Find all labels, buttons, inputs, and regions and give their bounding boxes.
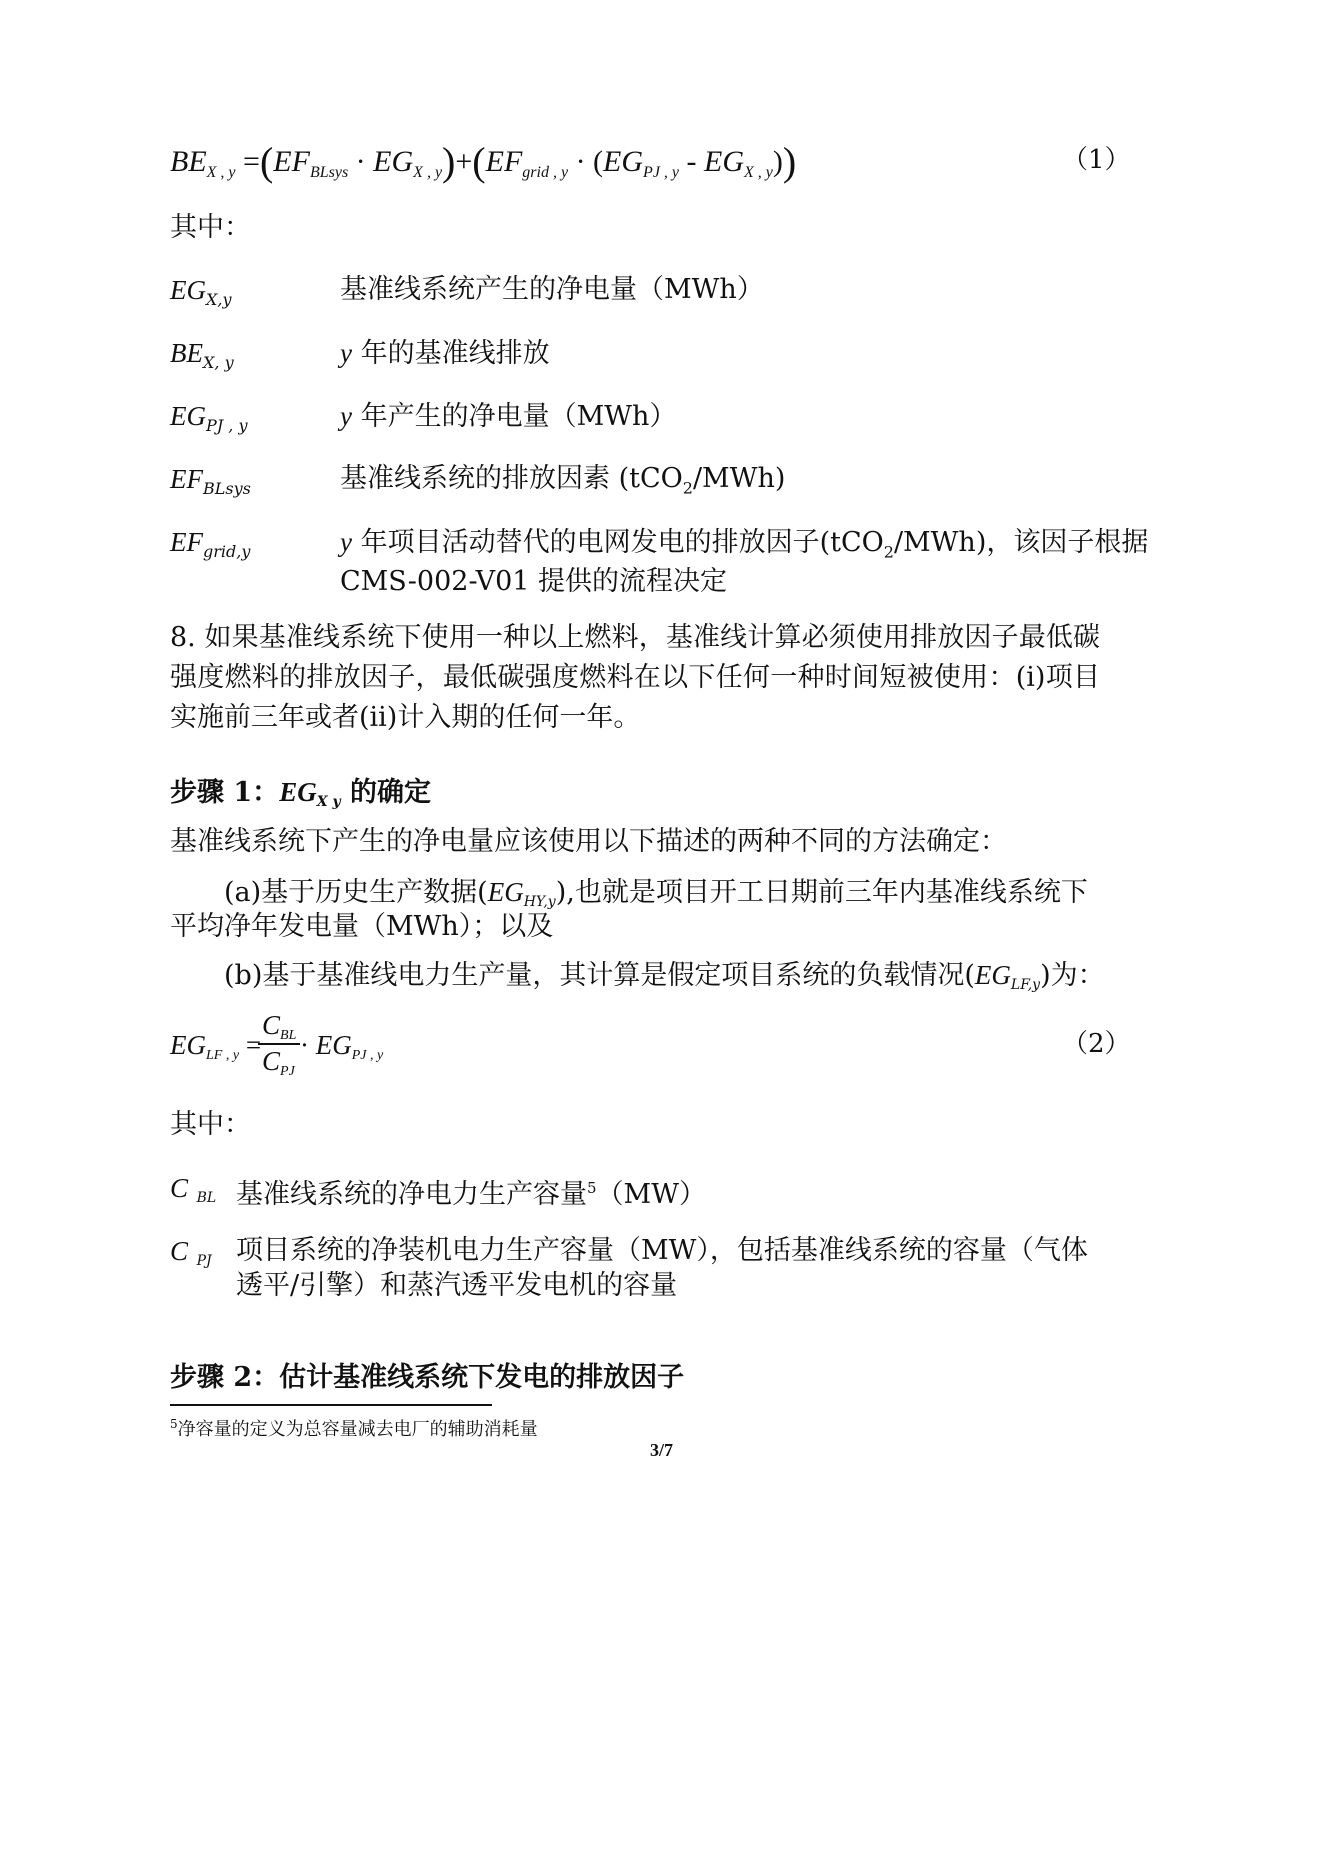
where-label-1: 其中：	[170, 212, 251, 243]
eq1-t2-sub: X , y	[413, 164, 443, 181]
def-text-be-x: y 年的基准线排放	[340, 338, 550, 369]
eq1-t3-sub: grid , y	[522, 164, 569, 181]
def-text-c-bl: 基准线系统的净电力生产容量$^5$（MW）	[236, 1179, 706, 1210]
eq1-t1-sub: BLsys	[309, 164, 349, 181]
def-symbol-eg-x: $EG_{X,y}$	[170, 275, 232, 309]
eq1-lhs: BE	[170, 145, 207, 178]
def-symbol-be-x: $BE_{X, y}$	[170, 338, 234, 372]
fraction-bar	[258, 1043, 300, 1045]
eq1-t1: EF	[273, 145, 310, 178]
item-b: (b)基于基准线电力生产量，其计算是假定项目系统的负载情况$(EG_{LF,y})$为：	[224, 960, 1105, 993]
eq1-t5: EG	[704, 145, 745, 178]
footnote: $^5$净容量的定义为总容量减去电厂的辅助消耗量	[170, 1417, 538, 1440]
def-text-c-pj-line2: 透平/引擎）和蒸汽透平发电机的容量	[236, 1270, 678, 1301]
def-text-ef-blsys: 基准线系统的排放因素 (tCO$_2$/MWh)	[340, 463, 786, 498]
def-symbol-eg-pj: $EG_{PJ , y}$	[170, 401, 248, 435]
def-text-eg-pj: y 年产生的净电量（MWh）	[340, 401, 677, 432]
page-number: 3/7	[649, 1440, 673, 1460]
def-text-ef-grid-line2: CMS-002-V01 提供的流程决定	[340, 566, 728, 597]
equation-1-number: （1）	[1062, 145, 1131, 175]
equation-2-denominator: $C_{PJ}$	[262, 1046, 295, 1079]
eq1-t4-sub: PJ , y	[643, 164, 680, 181]
def-symbol-ef-grid: $EF_{grid,y}$	[170, 527, 251, 561]
def-symbol-ef-blsys: $EF_{BLsys}$	[170, 464, 251, 498]
item-a-line2: 平均净年发电量（MWh）；以及	[170, 911, 554, 942]
equation-2-numerator: $C_{BL}$	[262, 1010, 297, 1043]
eq1-lhs-sub: X , y	[206, 164, 236, 181]
def-symbol-c-pj: C $_{PJ}$	[170, 1236, 212, 1269]
step-1-text: 基准线系统下产生的净电量应该使用以下描述的两种不同的方法确定：	[170, 826, 1007, 857]
eq1-t5-sub: X , y	[744, 164, 773, 181]
eq1-t3: EF	[485, 145, 523, 178]
step-2-heading: 步骤 2：估计基准线系统下发电的排放因子	[170, 1362, 685, 1393]
equation-2-number: （2）	[1062, 1029, 1131, 1059]
eq1-t4: EG	[603, 145, 644, 178]
eq1-t2: EG	[373, 145, 414, 178]
step-1-heading: 步骤 1：$EG_{X y}$ 的确定	[170, 777, 431, 810]
footnote-divider	[170, 1404, 492, 1406]
item-a: (a)基于历史生产数据$(EG_{HY,y})$,也就是项目开工日期前三年内基准线系统下	[224, 877, 1088, 910]
where-label-2: 其中：	[170, 1109, 251, 1140]
equation-2-lhs: $EG_{LF , y}$ =	[170, 1030, 262, 1063]
equation-1: $BE_{X , y} =(EF_{BLsys} \cdot EG_{X , y})+(EF_{grid , y} \cdot (EG_{PJ , y} - EG_{X , y}))$	[170, 139, 797, 184]
def-text-c-pj: 项目系统的净装机电力生产容量（MW），包括基准线系统的容量（气体	[236, 1235, 1088, 1266]
equation-2-rhs: · $EG_{PJ , y}$	[300, 1030, 384, 1063]
def-symbol-c-bl: C $_{BL}$	[170, 1173, 217, 1206]
def-text-eg-x: 基准线系统产生的净电量（MWh）	[340, 274, 764, 305]
def-text-ef-grid: y 年项目活动替代的电网发电的排放因子(tCO$_2$/MWh)，该因子根据	[340, 527, 1149, 562]
paragraph-8: 8. 如果基准线系统下使用一种以上燃料，基准线计算必须使用排放因子最低碳强度燃料的排放因子，最低碳强度燃料在以下任何一种时间短被使用：(i)项目实施前三年或者(ii)计入期的任何一年。	[170, 622, 1100, 733]
